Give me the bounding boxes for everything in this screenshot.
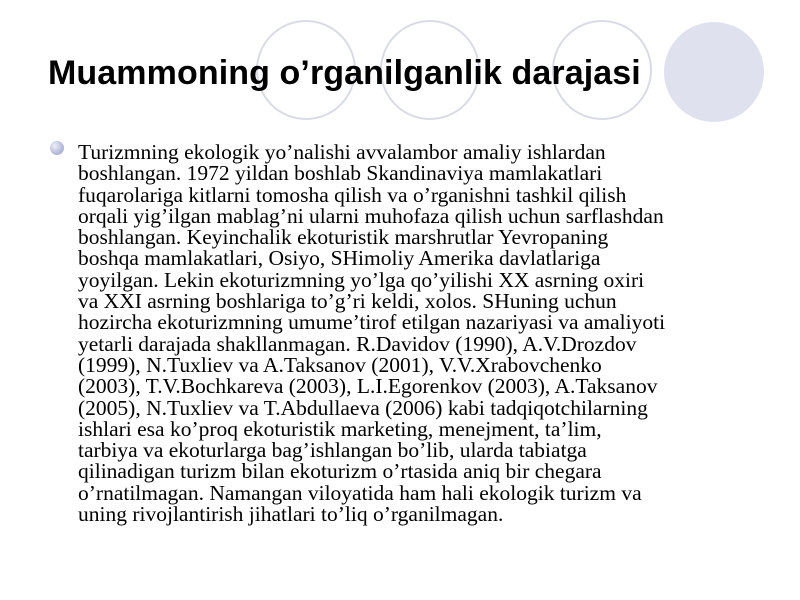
body-line: (2005), N.Tuxliev va T.Abdullaeva (2006) kabi tadqiqotchilarning	[78, 395, 648, 420]
decorative-circle-4	[664, 22, 764, 122]
body-line: boshlangan. 1972 yildan boshlab Skandinaviya mamlakatlari	[78, 161, 603, 186]
body-line: yoyilgan. Lekin ekoturizmning yo’lga qo’yilishi XX asrning oxiri	[78, 267, 645, 292]
body-line: va XXI asrning boshlariga to’g’ri keldi, xolos. SHuning uchun	[78, 289, 617, 314]
body-line: hozircha ekoturizmning umume’tirof etilgan nazariyasi va amaliyoti	[78, 310, 666, 335]
body-line: yetarli darajada shakllanmagan. R.Davidov (1990), A.V.Drozdov	[78, 331, 637, 356]
body-line: tarbiya va ekoturlarga bag’ishlangan bo’lib, ularda tabiatga	[78, 438, 587, 463]
body-line: Turizmning ekologik yo’nalishi avvalambor amaliy ishlardan	[78, 140, 606, 164]
body-line: fuqarolariga kitlarni tomosha qilish va o’rganishni tashkil qilish	[78, 182, 627, 207]
body-line: qilinadigan turizm bilan ekoturizm o’rtasida aniq bir chegara	[78, 459, 602, 484]
body-line: boshlangan. Keyinchalik ekoturistik marshrutlar Yevropaning	[78, 225, 609, 250]
slide-title: Muammoning o’rganilganlik darajasi	[48, 54, 641, 92]
body-line: (2003), T.V.Bochkareva (2003), L.I.Egorenkov (2003), A.Taksanov	[78, 374, 658, 399]
body-line: uning rivojlantirish jihatlari to’liq o’rganilmagan.	[78, 502, 504, 527]
circle-bullet-icon	[50, 141, 64, 155]
body-line: ishlari esa ko’proq ekoturistik marketing, menejment, ta’lim,	[78, 416, 602, 441]
body-line: boshqa mamlakatlari, Osiyo, SHimoliy Amerika davlatlariga	[78, 246, 601, 271]
body-line: (1999), N.Tuxliev va A.Taksanov (2001), V.V.Xrabovchenko	[78, 352, 602, 377]
body-line: orqali yig’ilgan mablag’ni ularni muhofaza qilish uchun sarflashdan	[78, 203, 664, 228]
body-line: o’rnatilmagan. Namangan viloyatida ham hali ekologik turizm va	[78, 480, 642, 505]
body-paragraph	[78, 142, 778, 525]
